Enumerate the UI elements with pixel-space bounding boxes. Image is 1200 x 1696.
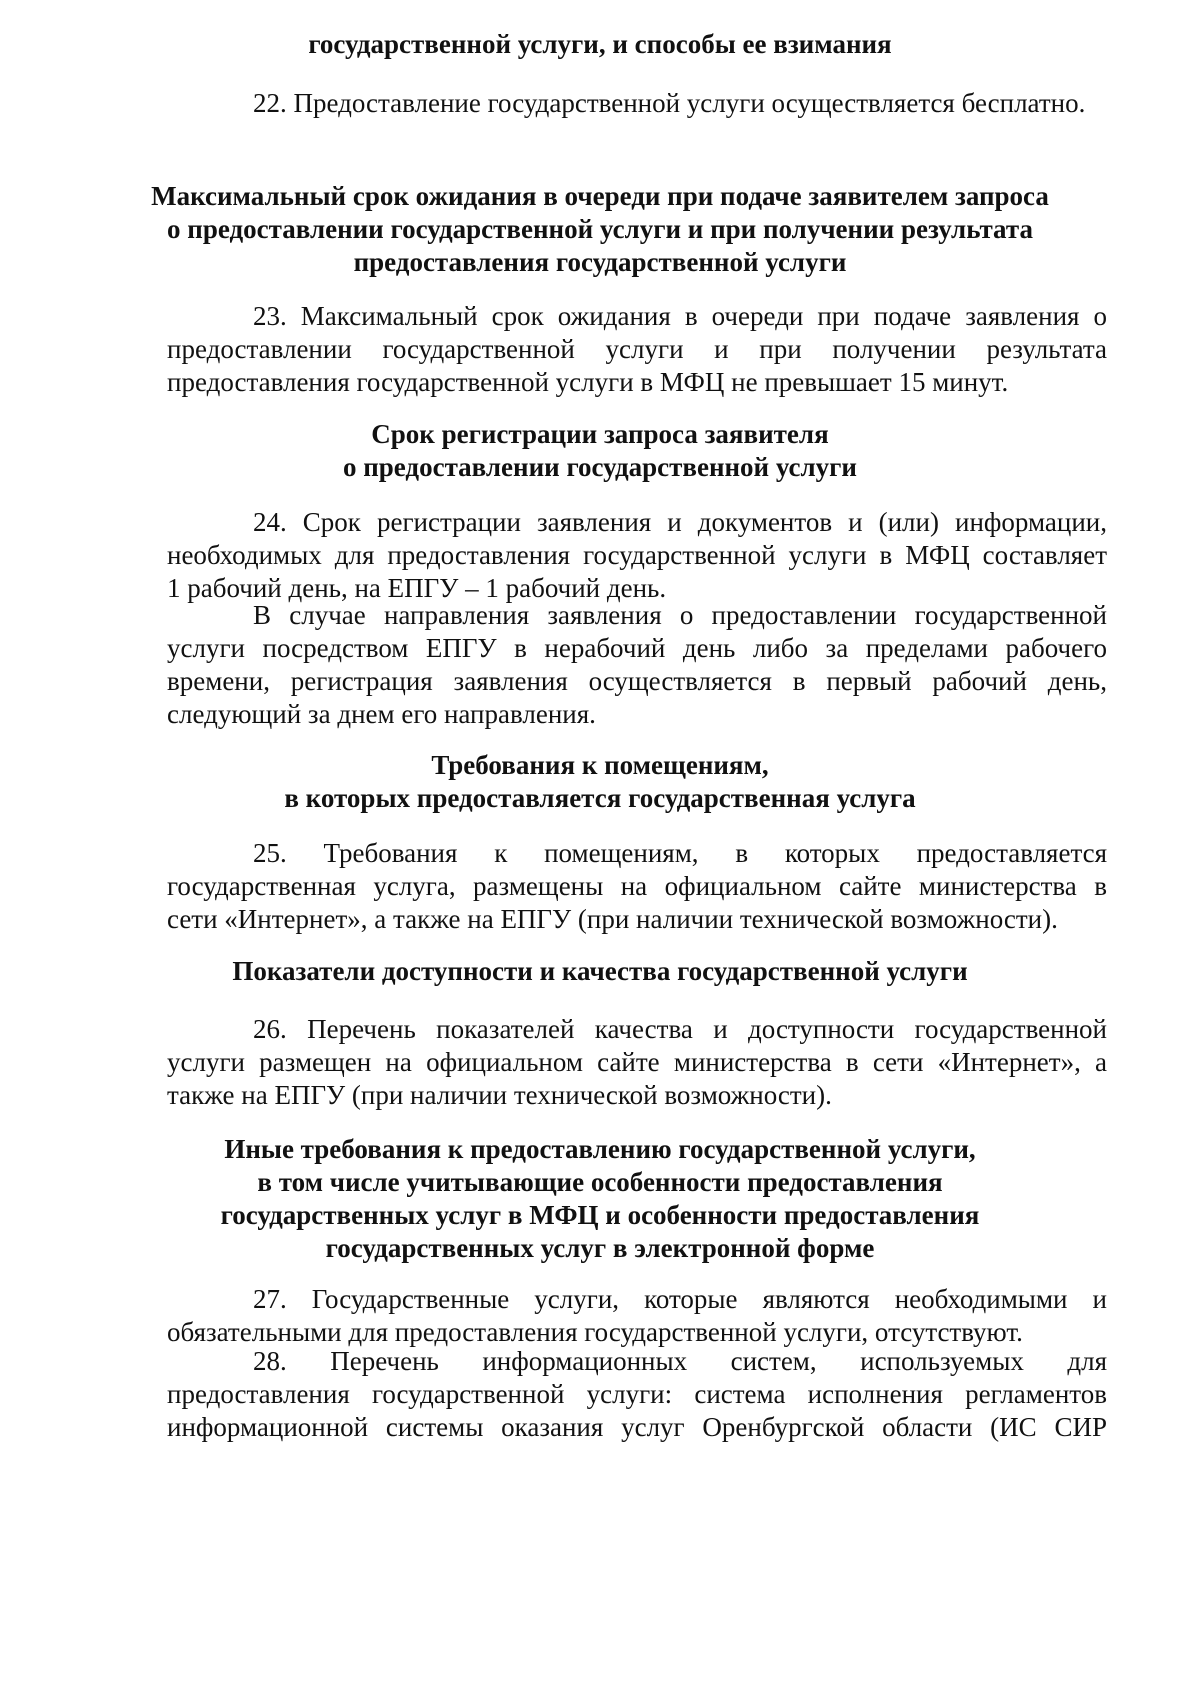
paragraph-27	[167, 1283, 1107, 1349]
heading-line: государственной услуги, и способы ее взимания	[308, 29, 892, 59]
paragraph-line: сети «Интернет», а также на ЕПГУ (при наличии технической возможности).	[167, 904, 1058, 934]
section-heading-premises	[150, 749, 1050, 815]
paragraph-line: предоставления государственной услуги в МФЦ не превышает 15 минут.	[167, 367, 1009, 397]
heading-line: предоставления государственной услуги	[353, 247, 847, 277]
paragraph-line: 23. Максимальный срок ожидания в очереди при подаче заявления о	[253, 301, 1107, 331]
paragraph-line: 24. Срок регистрации заявления и документов и (или) информации,	[253, 507, 1107, 537]
heading-line: Требования к помещениям,	[431, 750, 769, 780]
paragraph-25	[167, 837, 1107, 936]
paragraph-22	[167, 87, 1107, 120]
heading-line: Иные требования к предоставлению государственной услуги,	[224, 1134, 976, 1164]
heading-line: Показатели доступности и качества государственной услуги	[232, 956, 968, 986]
heading-line: Максимальный срок ожидания в очереди при подаче заявителем запроса	[151, 181, 1049, 211]
paragraph-line: 22. Предоставление государственной услуги осуществляется бесплатно.	[253, 88, 1086, 118]
paragraph-line: времени, регистрация заявления осуществляется в первый рабочий день,	[167, 666, 1107, 696]
heading-line: государственных услуг в электронной форме	[325, 1233, 875, 1263]
section-heading-indicators	[150, 955, 1050, 988]
section-heading-other-requirements	[150, 1133, 1050, 1265]
paragraph-line: 28. Перечень информационных систем, используемых для	[253, 1346, 1107, 1376]
paragraph-28	[167, 1345, 1107, 1444]
heading-line: в которых предоставляется государственная услуга	[284, 783, 916, 813]
paragraph-line: информационной системы оказания услуг Оренбургской области (ИС СИР	[167, 1412, 1107, 1442]
heading-line: о предоставлении государственной услуги	[342, 452, 857, 482]
paragraph-line: следующий за днем его направления.	[167, 699, 596, 729]
paragraph-line: также на ЕПГУ (при наличии технической возможности).	[167, 1080, 832, 1110]
paragraph-line: 1 рабочий день, на ЕПГУ – 1 рабочий день.	[167, 573, 667, 603]
paragraph-line: предоставления государственной услуги: система исполнения регламентов	[167, 1379, 1107, 1409]
paragraph-line: услуги посредством ЕПГУ в нерабочий день либо за пределами рабочего	[167, 633, 1107, 663]
paragraph-line: услуги размещен на официальном сайте министерства в сети «Интернет», а	[167, 1047, 1107, 1077]
heading-line: о предоставлении государственной услуги и при получении результата	[167, 214, 1033, 244]
section-heading-max-wait	[150, 180, 1050, 279]
section-heading-registration	[150, 418, 1050, 484]
paragraph-26	[167, 1013, 1107, 1112]
paragraph-24	[167, 506, 1107, 605]
section-heading-payment	[150, 28, 1050, 61]
paragraph-line: В случае направления заявления о предоставлении государственной	[253, 600, 1107, 630]
paragraph-line: государственная услуга, размещены на официальном сайте министерства в	[167, 871, 1107, 901]
paragraph-line: 25. Требования к помещениям, в которых предоставляется	[253, 838, 1107, 868]
paragraph-line: предоставлении государственной услуги и при получении результата	[167, 334, 1107, 364]
paragraph-line: 27. Государственные услуги, которые являются необходимыми и	[253, 1284, 1107, 1314]
heading-line: Срок регистрации запроса заявителя	[371, 419, 829, 449]
paragraph-24-continued	[167, 599, 1107, 731]
paragraph-line: обязательными для предоставления государственной услуги, отсутствуют.	[167, 1317, 1023, 1347]
paragraph-line: необходимых для предоставления государственной услуги в МФЦ составляет	[167, 540, 1107, 570]
paragraph-23	[167, 300, 1107, 399]
heading-line: государственных услуг в МФЦ и особенности предоставления	[220, 1200, 980, 1230]
paragraph-line: 26. Перечень показателей качества и доступности государственной	[253, 1014, 1107, 1044]
heading-line: в том числе учитывающие особенности предоставления	[257, 1167, 943, 1197]
